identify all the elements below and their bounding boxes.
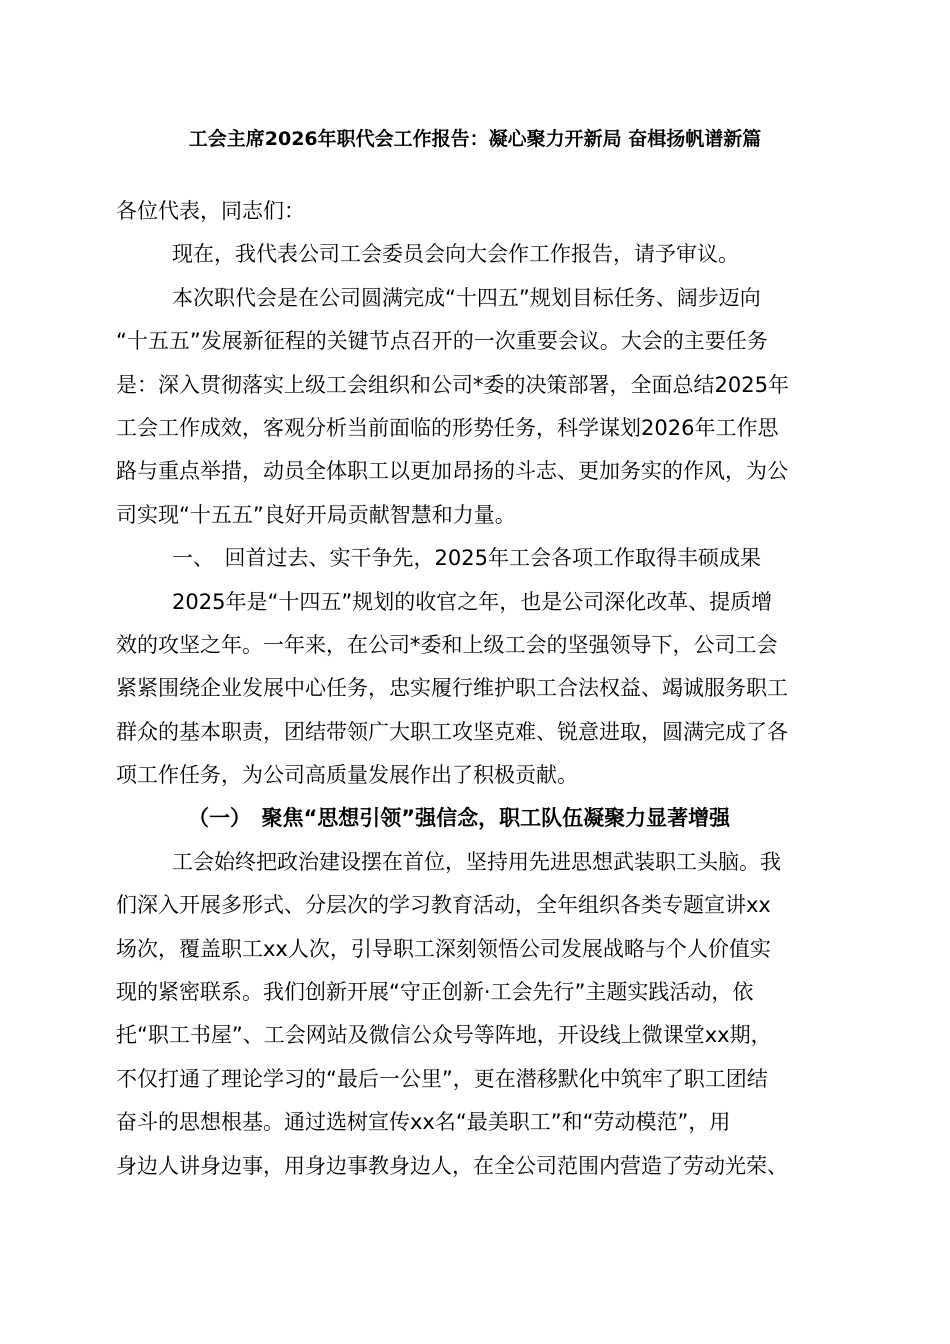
paragraph-line: 项工作任务，为公司高质量发展作出了积极贡献。: [116, 763, 578, 788]
paragraph-line: 是：深入贯彻落实上级工会组织和公司*委的决策部署，全面总结2025年: [116, 372, 789, 397]
section-heading-1: [116, 537, 836, 580]
paragraph-line: 不仅打通了理论学习的“最后一公里”，更在潜移默化中筑牢了职工团结: [116, 1066, 768, 1091]
salutation-line: 各位代表，同志们：: [116, 199, 305, 223]
paragraph-line: 司实现“十五五”良好开局贡献智慧和力量。: [116, 502, 516, 527]
paragraph-line: 本次职代会是在公司圆满完成“十四五”规划目标任务、阔步迈向: [172, 285, 761, 310]
salutation: [116, 190, 836, 233]
paragraph-review-2025: [116, 581, 836, 798]
document-body: [116, 190, 836, 1188]
paragraph-line: 现的紧密联系。我们创新开展“守正创新·工会先行”主题实践活动，依: [116, 980, 754, 1005]
paragraph-line: 工会工作成效，客观分析当前面临的形势任务，科学谋划2026年工作思: [116, 415, 779, 440]
paragraph-line: 2025年是“十四五”规划的收官之年，也是公司深化改革、提质增: [172, 589, 773, 614]
subsection-heading-1: [116, 797, 836, 840]
paragraph-meeting-purpose: [116, 277, 836, 537]
paragraph-line: 紧紧围绕企业发展中心任务，忠实履行维护职工合法权益、竭诚服务职工: [116, 676, 788, 701]
paragraph-line: 群众的基本职责，团结带领广大职工攻坚克难、锐意进取，圆满完成了各: [116, 719, 788, 744]
paragraph-line: 场次，覆盖职工xx人次，引导职工深刻领悟公司发展战略与个人价值实: [116, 936, 771, 961]
paragraph-ideology: [116, 841, 836, 1188]
paragraph-line: 现在，我代表公司工会委员会向大会作工作报告，请予审议。: [172, 242, 739, 267]
heading-line: 一、 回首过去、实干争先，2025年工会各项工作取得丰硕成果: [172, 546, 761, 571]
paragraph-line: 们深入开展多形式、分层次的学习教育活动，全年组织各类专题宣讲xx: [116, 893, 771, 918]
paragraph-line: 工会始终把政治建设摆在首位，坚持用先进思想武装职工头脑。我: [172, 849, 781, 874]
paragraph-intro: [116, 233, 836, 276]
paragraph-line: 奋斗的思想根基。通过选树宣传xx名“最美职工”和“劳动模范”，用: [116, 1110, 731, 1135]
paragraph-line: 托“职工书屋”、工会网站及微信公众号等阵地，开设线上微课堂xx期，: [116, 1023, 772, 1048]
paragraph-line: “十五五”发展新征程的关键节点召开的一次重要会议。大会的主要任务: [116, 329, 768, 354]
paragraph-line: 路与重点举措，动员全体职工以更加昂扬的斗志、更加务实的作风，为公: [116, 459, 788, 484]
paragraph-line: 身边人讲身边事，用身边事教身边人，在全公司范围内营造了劳动光荣、: [116, 1153, 788, 1178]
subheading-line: （一） 聚焦“思想引领”强信念，职工队伍凝聚力显著增强: [188, 806, 731, 831]
document-title: 工会主席2026年职代会工作报告：凝心聚力开新局 奋楫扬帆谱新篇: [188, 128, 762, 150]
paragraph-line: 效的攻坚之年。一年来，在公司*委和上级工会的坚强领导下，公司工会: [116, 632, 778, 657]
